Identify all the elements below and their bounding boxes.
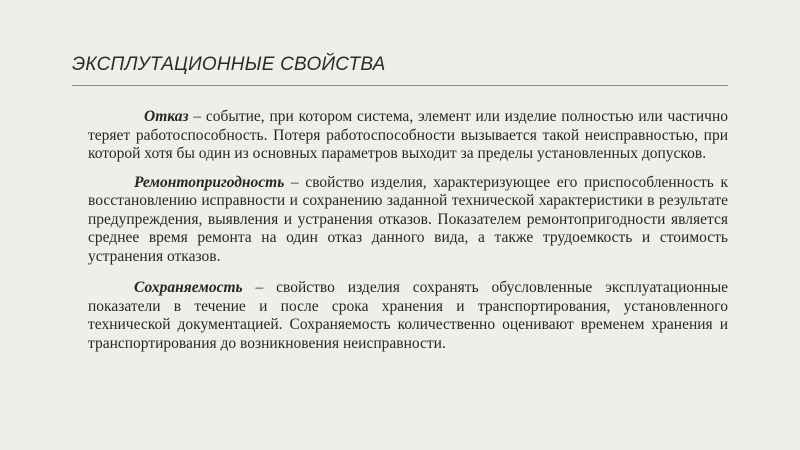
definition-storability: – свойство изделия сохранять обусловленные эксплуатационные показатели в течение и после срока хранения и транспортирования, установленного технической документацией. Сохраняемость количественно оценивают временем хранения и транспортирования до возникновения неисправности. xyxy=(88,279,728,352)
term-storability: Сохраняемость xyxy=(134,279,243,296)
definition-maintainability: – свойство изделия, характеризующее его приспособленность к восстановлению исправности и сохранению заданной технической характеристики в результате предупреждения, выявления и устранения отказов. Показателем ремонтопригодности является среднее время ремонта на один отказ данного вида, а также трудоемкость и стоимость устранения отказов. xyxy=(88,173,728,265)
term-maintainability: Ремонтопригодность xyxy=(134,173,285,191)
paragraph-failure xyxy=(88,108,728,164)
slide-title: ЭКСПЛУТАЦИОННЫЕ СВОЙСТВА xyxy=(72,54,386,75)
definition-failure: – событие, при котором система, элемент или изделие полностью или частично теряет работоспособность. Потеря работоспособности вызывается такой неисправностью, при которой хотя бы один из основных параметров выходит за пределы установленных допусков. xyxy=(88,108,728,162)
term-failure: Отказ xyxy=(144,108,189,125)
paragraph-maintainability xyxy=(88,174,728,267)
paragraph-storability xyxy=(88,279,728,353)
slide-content xyxy=(88,108,728,353)
title-divider xyxy=(72,85,728,86)
